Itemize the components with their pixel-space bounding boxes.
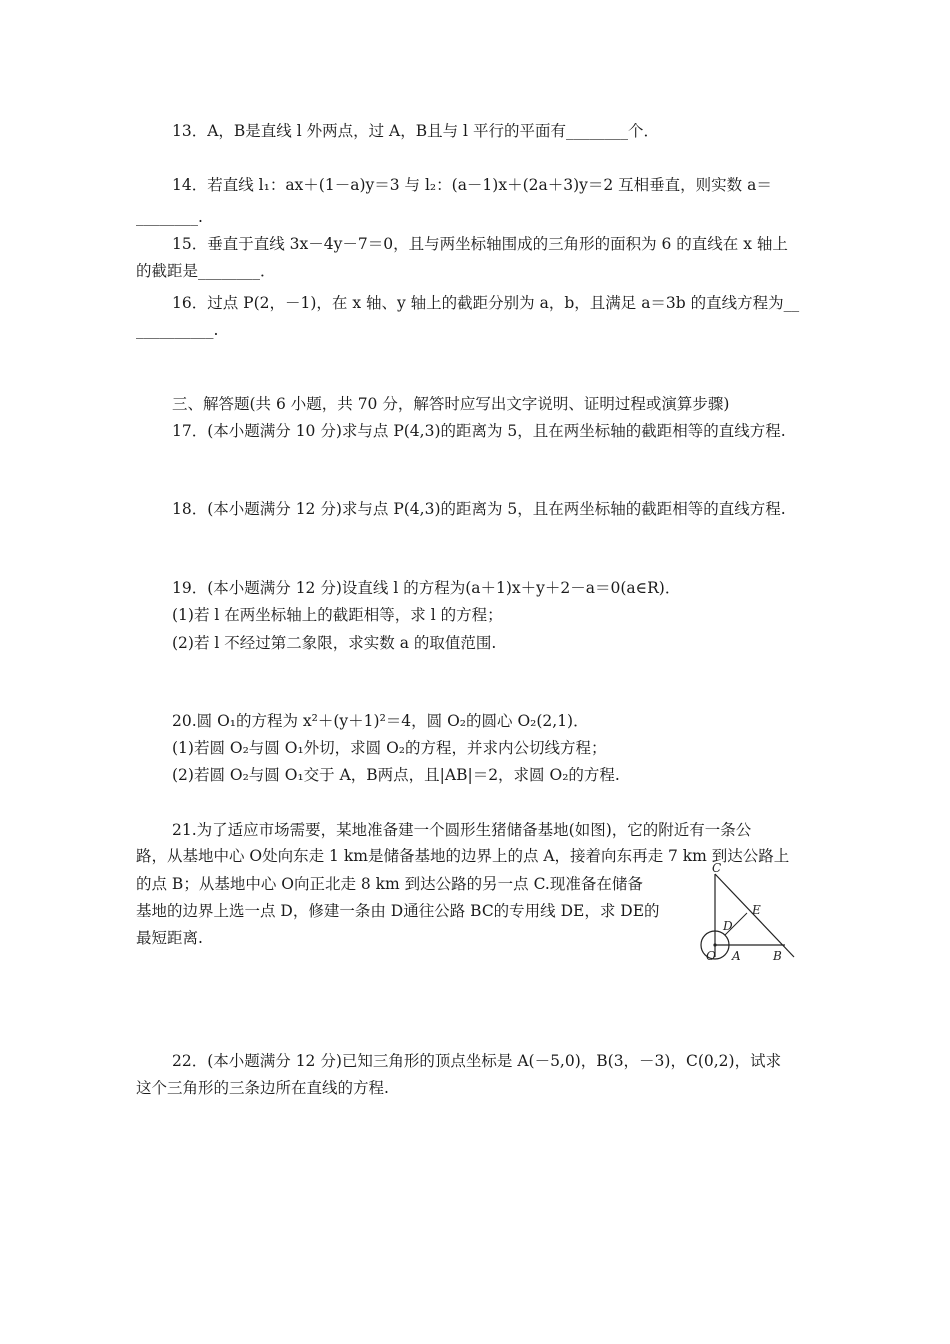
label-o: O xyxy=(706,949,716,963)
question-15-line-1: 15．垂直于直线 3x－4y－7＝0，且与两坐标轴围成的三角形的面积为 6 的直线在 x 轴上 xyxy=(172,235,788,253)
question-19-part-2: (2)若 l 不经过第二象限，求实数 a 的取值范围. xyxy=(172,634,497,652)
section-3-heading: 三、解答题(共 6 小题，共 70 分，解答时应写出文字说明、证明过程或演算步骤) xyxy=(172,395,730,413)
question-21-line-1: 21.为了适应市场需要，某地准备建一个圆形生猪储备基地(如图)，它的附近有一条公 xyxy=(172,821,752,839)
question-17: 17．(本小题满分 10 分)求与点 P(4,3)的距离为 5，且在两坐标轴的截距相等的直线方程. xyxy=(172,422,786,440)
question-21-line-4: 基地的边界上选一点 D，修建一条由 D通往公路 BC的专用线 DE，求 DE的 xyxy=(136,902,660,920)
question-14-line-2: ________. xyxy=(136,208,203,226)
label-c: C xyxy=(712,862,722,875)
question-22-line-1: 22．(本小题满分 12 分)已知三角形的顶点坐标是 A(－5,0)，B(3，－3)，C(0,2)，试求 xyxy=(172,1052,782,1070)
question-15-line-2: 的截距是________． xyxy=(136,262,276,280)
question-20-part-2: (2)若圆 O₂与圆 O₁交于 A，B两点，且|AB|＝2，求圆 O₂的方程. xyxy=(172,766,620,784)
question-21-line-3: 的点 B；从基地中心 O向正北走 8 km 到达公路的另一点 C.现准备在储备 xyxy=(136,875,643,893)
question-20-part-1: (1)若圆 O₂与圆 O₁外切，求圆 O₂的方程，并求内公切线方程； xyxy=(172,739,607,757)
question-19-stem: 19．(本小题满分 12 分)设直线 l 的方程为(a＋1)x＋y＋2－a＝0(a∈R)． xyxy=(172,579,681,597)
question-21-line-5: 最短距离. xyxy=(136,929,203,947)
label-d: D xyxy=(723,919,733,933)
question-19-part-1: (1)若 l 在两坐标轴上的截距相等，求 l 的方程； xyxy=(172,606,503,624)
label-a: A xyxy=(732,949,741,963)
question-18: 18．(本小题满分 12 分)求与点 P(4,3)的距离为 5，且在两坐标轴的截距相等的直线方程. xyxy=(172,500,786,518)
question-16-line-1: 16．过点 P(2，－1)，在 x 轴、y 轴上的截距分别为 a，b，且满足 a＝3b 的直线方程为__ xyxy=(172,294,800,312)
label-b: B xyxy=(773,949,782,963)
question-16-line-2: __________. xyxy=(136,321,219,339)
label-e: E xyxy=(752,903,761,917)
question-20-stem: 20.圆 O₁的方程为 x²＋(y＋1)²＝4，圆 O₂的圆心 O₂(2,1)． xyxy=(172,712,589,730)
question-22-line-2: 这个三角形的三条边所在直线的方程. xyxy=(136,1079,389,1097)
question-21-line-2: 路，从基地中心 O处向东走 1 km是储备基地的边界上的点 A，接着向东再走 7 km 到达公路上 xyxy=(136,847,790,865)
question-13: 13．A，B是直线 l 外两点，过 A，B且与 l 平行的平面有________个． xyxy=(172,122,659,140)
question-14-line-1: 14．若直线 l₁：ax＋(1－a)y＝3 与 l₂：(a－1)x＋(2a＋3)y＝2 互相垂直，则实数 a＝ xyxy=(172,176,772,194)
question-21-figure xyxy=(690,862,810,966)
center-dot xyxy=(713,943,716,946)
